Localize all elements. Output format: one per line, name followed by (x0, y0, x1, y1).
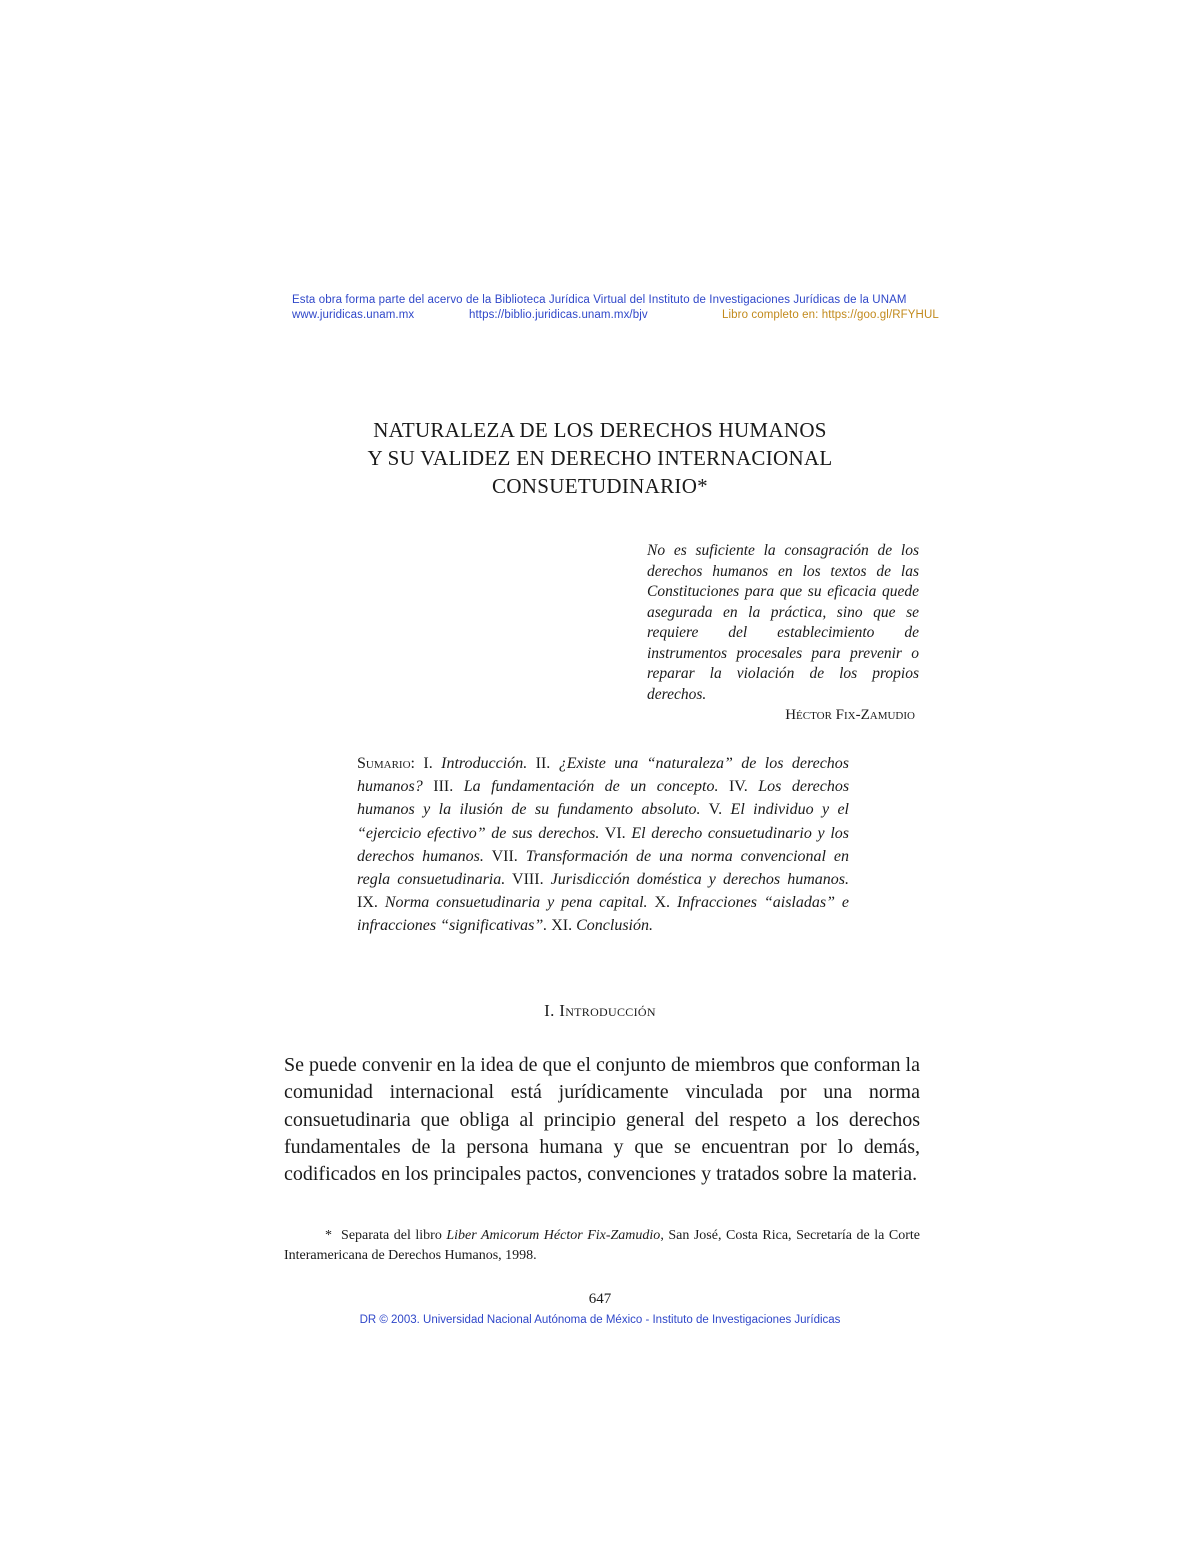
repository-notice (292, 293, 942, 323)
footnote-book-title: Liber Amicorum Héctor Fix-Zamudio (446, 1228, 661, 1243)
summary-item-number: III. (433, 778, 454, 796)
article-title (300, 416, 900, 500)
summary-item-text: El individuo y el “ejercicio efectivo” de sus derechos. (357, 801, 849, 842)
body-paragraph: Se puede convenir en la idea de que el conjunto de miembros que conforman la comunidad internacional está jurídicamente vinculada por una norma consuetudinaria que obliga al principio general del respeto a los derechos fundamentales de la persona humana y que se encuentran por lo demás, codificados en los principales pactos, convenciones y tratados sobre la materia. (284, 1054, 920, 1186)
copyright-footer: DR © 2003. Universidad Nacional Autónoma de México - Instituto de Investigaciones Jurídicas (359, 1314, 841, 1326)
summary-item-number: V. (708, 801, 723, 819)
full-book-link[interactable]: Libro completo en: https://goo.gl/RFYHUL (722, 309, 939, 321)
summary-item-number: II. (535, 755, 551, 772)
summary-block (357, 752, 849, 938)
summary-item-text: Infracciones “aisladas” e infracciones “significativas”. (357, 894, 850, 935)
footnote (284, 1226, 920, 1266)
summary-item-text: Transformación de una norma convencional en regla consuetudinaria. (357, 847, 850, 889)
summary-item-number: VIII. (512, 871, 544, 889)
title-line-1: NATURALEZA DE LOS DERECHOS HUMANOS (373, 418, 827, 442)
summary-item-number: IV. (728, 778, 748, 796)
summary-item (423, 755, 527, 772)
repository-links (292, 308, 942, 323)
summary-item-number: X. (654, 894, 671, 912)
summary-item (357, 894, 648, 911)
epigraph-author: Héctor Fix-Zamudio (785, 707, 915, 723)
summary-item (551, 917, 653, 934)
summary-item-number: VII. (491, 847, 518, 865)
summary-item-text: ¿Existe una “naturaleza” de los derechos humanos? (357, 755, 850, 796)
epigraph-quote: No es suficiente la consagración de los derechos humanos en los textos de las Constituciones para que su eficacia quede asegurada en la práctica, sino que se requiere del establecimiento de instrumentos procesales para prevenir o reparar la violación de los propios derechos. (647, 542, 919, 703)
summary-item-number: I. (423, 755, 433, 772)
summary-item-number: VI. (604, 824, 626, 842)
summary-item-text: Conclusión. (576, 917, 653, 935)
repository-notice-line: Esta obra forma parte del acervo de la Biblioteca Jurídica Virtual del Instituto de Investigaciones Jurídicas de la UNAM (292, 294, 907, 306)
footnote-marker: * (325, 1228, 332, 1243)
summary-item-number: XI. (551, 917, 573, 935)
summary-label: Sumario: (357, 755, 415, 772)
summary-item-number: IX. (357, 894, 378, 912)
summary-item-text: Los derechos humanos y la ilusión de su fundamento absoluto. (357, 778, 850, 819)
footnote-text-before: Separata del libro (341, 1228, 442, 1243)
summary-item-text: Introducción. (441, 755, 528, 772)
section-heading: I. Introducción (544, 1001, 656, 1020)
title-line-2: Y SU VALIDEZ EN DERECHO INTERNACIONAL (367, 446, 833, 470)
summary-item (433, 778, 718, 795)
summary-item-text: Jurisdicción doméstica y derechos humanos. (550, 871, 849, 889)
footnote-text-after: , San José, Costa Rica, Secretaría de la Corte Interamericana de Derechos Humanos, 1998. (284, 1228, 921, 1263)
site-link[interactable]: www.juridicas.unam.mx (292, 309, 415, 321)
summary-item-text: La fundamentación de un concepto. (463, 778, 719, 796)
summary-item-text: El derecho consuetudinario y los derechos humanos. (357, 824, 850, 865)
summary-item-text: Norma consuetudinaria y pena capital. (384, 894, 648, 912)
page-number: 647 (588, 1291, 612, 1307)
title-line-3: CONSUETUDINARIO* (492, 474, 708, 498)
library-link[interactable]: https://biblio.juridicas.unam.mx/bjv (469, 309, 648, 321)
summary-item (512, 871, 849, 888)
